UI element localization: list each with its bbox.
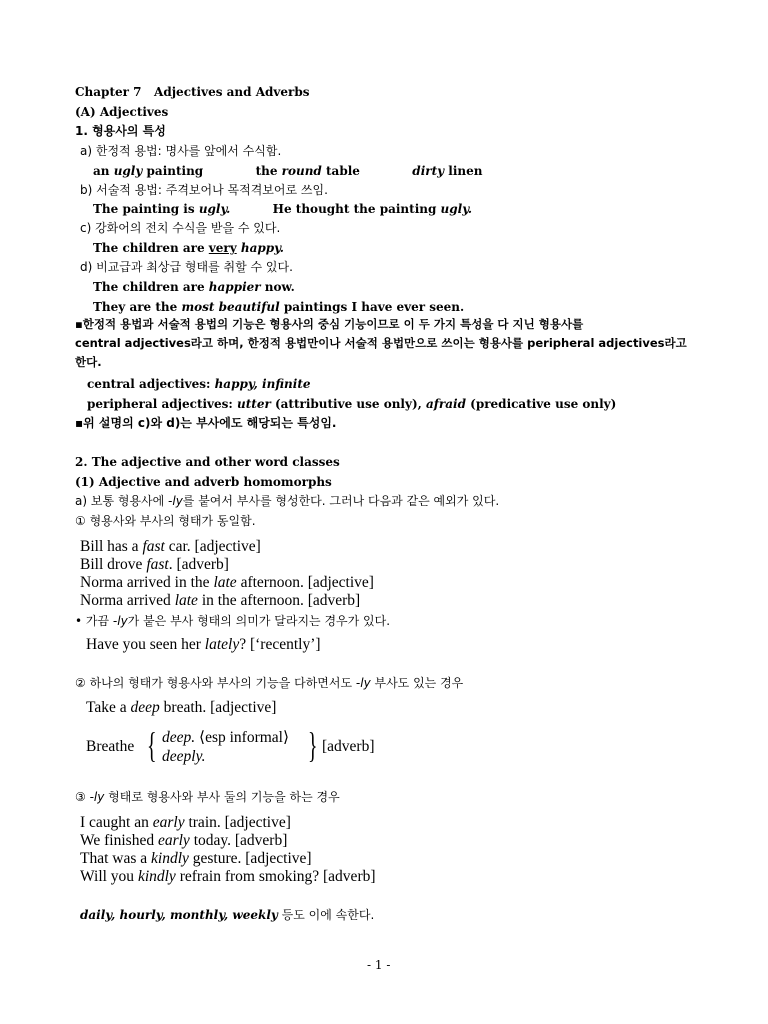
breathe-option-2: deeply. [162,748,206,765]
ex-italic: early [157,832,190,849]
ex-italic: most beautiful [181,300,280,314]
ex-italic: lately [204,636,240,653]
ex-text: Bill has a [80,538,143,555]
ex-text: car. [adjective] [164,538,261,555]
ex-text: Bill drove [80,556,147,573]
central-adjectives-line [87,378,311,390]
ex-text: The children are [93,280,209,294]
ex-text: They are the [93,300,182,314]
last-note [80,909,374,921]
ex-italic: kindly [137,868,176,885]
sec1-b-label: b) 서술적 용법: 주격보어나 목적격보어로 쓰임. [80,183,328,197]
ex-italic: daily, hourly, monthly, weekly [80,908,278,922]
ex-italic: kindly [151,850,189,867]
sec1-a-example [93,165,482,177]
ex-italic: -ly [355,676,371,690]
ex-text: Take a [86,699,131,716]
example-kindly-adv [80,869,376,885]
ex-text: ⟨esp informal⟩ [195,729,290,746]
chapter-title: Adjectives and Adverbs [154,85,310,99]
ex-text: central adjectives: [87,377,215,391]
example-fast-adj [80,539,261,555]
ex-text: That was a [80,850,152,867]
ex-text: 형태로 형용사와 부사 둘의 기능을 하는 경우 [104,790,340,804]
example-early-adj [80,815,291,831]
example-fast-adv [80,557,229,573]
ex-text: Have you seen her [86,636,205,653]
ex-text: 가 붙은 부사 형태의 의미가 달라지는 경우가 있다. [127,614,391,628]
note-1-line-2: central adjectives라고 하며, 한정적 용법만이나 서술적 용법만으로 쓰이는 형용사를 peripheral adjectives라고 [75,336,687,350]
right-brace-icon: } [308,725,318,765]
ex-text: paintings I have ever seen. [279,300,465,314]
ex-italic: happy. [236,241,284,255]
ex-text: today. [adverb] [189,832,288,849]
case-2-label [75,677,463,689]
example-lately [86,637,321,653]
note-1-line-1: ▪한정적 용법과 서술적 용법의 기능은 형용사의 중심 기능이므로 이 두 가지 특성을 다 지닌 형용사를 [75,317,584,331]
breathe-option-1 [162,730,289,746]
ex-text: (predicative use only) [465,397,617,411]
ex-text: table [321,164,360,178]
ex-text: 등도 이에 속한다. [277,908,375,922]
sec1-d-example-1 [93,281,295,293]
ex-text: The children are [93,241,209,255]
ex-italic: -ly [168,494,183,508]
ex-italic: deep [130,699,160,716]
ex-italic: late [174,592,198,609]
ex-italic: happy, infinite [214,377,311,391]
ex-text: Norma arrived in the [80,574,214,591]
ex-text: peripheral adjectives: [87,397,238,411]
ex-italic: ugly [113,164,143,178]
ex-italic: afraid [425,397,466,411]
ex-text: We finished [80,832,158,849]
ex-text: train. [adjective] [184,814,291,831]
ex-italic: deep. [162,729,196,746]
ex-text: Will you [80,868,138,885]
ex-text: refrain from smoking? [adverb] [175,868,376,885]
ex-text: breath. [adjective] [159,699,277,716]
ex-text: now. [260,280,295,294]
note-1-line-3: 한다. [75,355,102,369]
example-kindly-adj [80,851,312,867]
ex-text: I caught an [80,814,153,831]
ex-italic: fast [142,538,165,555]
ex-italic: happier [208,280,261,294]
ex-text: the [255,164,282,178]
ex-italic: utter [237,397,271,411]
ex-text: a) 보통 형용사에 [75,494,169,508]
ex-italic: ugly. [198,202,231,216]
ex-text: The painting is [93,202,199,216]
ex-italic: ugly. [440,202,472,216]
ex-text: afternoon. [adjective] [236,574,374,591]
ex-italic: -ly [112,614,128,628]
ex-text: an [93,164,114,178]
sec1-a-label: a) 한정적 용법: 명사를 앞에서 수식함. [80,144,282,158]
case-3-label [75,791,340,803]
sec2-title: 2. The adjective and other word classes [75,455,340,469]
ex-text: Norma arrived [80,592,175,609]
sec2-a-text [75,495,499,507]
ex-italic: round [281,164,322,178]
ex-text: ③ [75,790,90,804]
ex-text: He thought the painting [272,202,441,216]
page-number: - 1 - [367,958,391,972]
sec1-c-label: c) 강화어의 전치 수식을 받을 수 있다. [80,221,281,235]
ex-text: • 가끔 [75,614,113,628]
ex-text: ? [‘recently’] [239,636,321,653]
ex-text: (attributive use only), [270,397,426,411]
example-early-adv [80,833,287,849]
breathe-tag: [adverb] [322,738,375,755]
section-a-title: (A) Adjectives [75,105,169,119]
ex-text: 부사도 있는 경우 [370,676,464,690]
note-2: ▪위 설명의 c)와 d)는 부사에도 해당되는 특성임. [75,416,337,430]
ex-text: 를 붙여서 부사를 형성한다. 그러나 다음과 같은 예외가 있다. [182,494,500,508]
ex-text: linen [444,164,483,178]
example-deep-adj [86,700,276,716]
sec1-d-example-2 [93,301,464,313]
ex-italic: early [152,814,185,831]
sec2-subtitle: (1) Adjective and adverb homomorphs [75,475,332,489]
peripheral-adjectives-line [87,398,616,410]
breathe-word: Breathe [86,738,135,755]
ex-text: . [adverb] [168,556,229,573]
example-late-adv [80,593,360,609]
sec1-d-label: d) 비교급과 최상급 형태를 취할 수 있다. [80,260,293,274]
chapter-heading [75,86,310,98]
ex-italic: dirty [412,164,445,178]
ex-text: ② 하나의 형태가 형용사와 부사의 기능을 다하면서도 [75,676,356,690]
chapter-number: Chapter 7 [75,85,142,99]
left-brace-icon: { [147,725,157,765]
case-1-label: ① 형용사와 부사의 형태가 동일함. [75,514,256,528]
sec1-title: 1. 형용사의 특성 [75,124,166,138]
sec1-b-example [93,203,472,215]
ex-text: gesture. [adjective] [188,850,312,867]
ex-text: in the afternoon. [adverb] [197,592,361,609]
sec1-c-example [93,242,284,254]
ex-text: painting [142,164,204,178]
ex-underlined: very [208,241,237,255]
ex-italic: -ly [89,790,105,804]
ex-italic: late [213,574,237,591]
ex-italic: fast [146,556,169,573]
example-late-adj [80,575,374,591]
note-3 [75,615,390,627]
